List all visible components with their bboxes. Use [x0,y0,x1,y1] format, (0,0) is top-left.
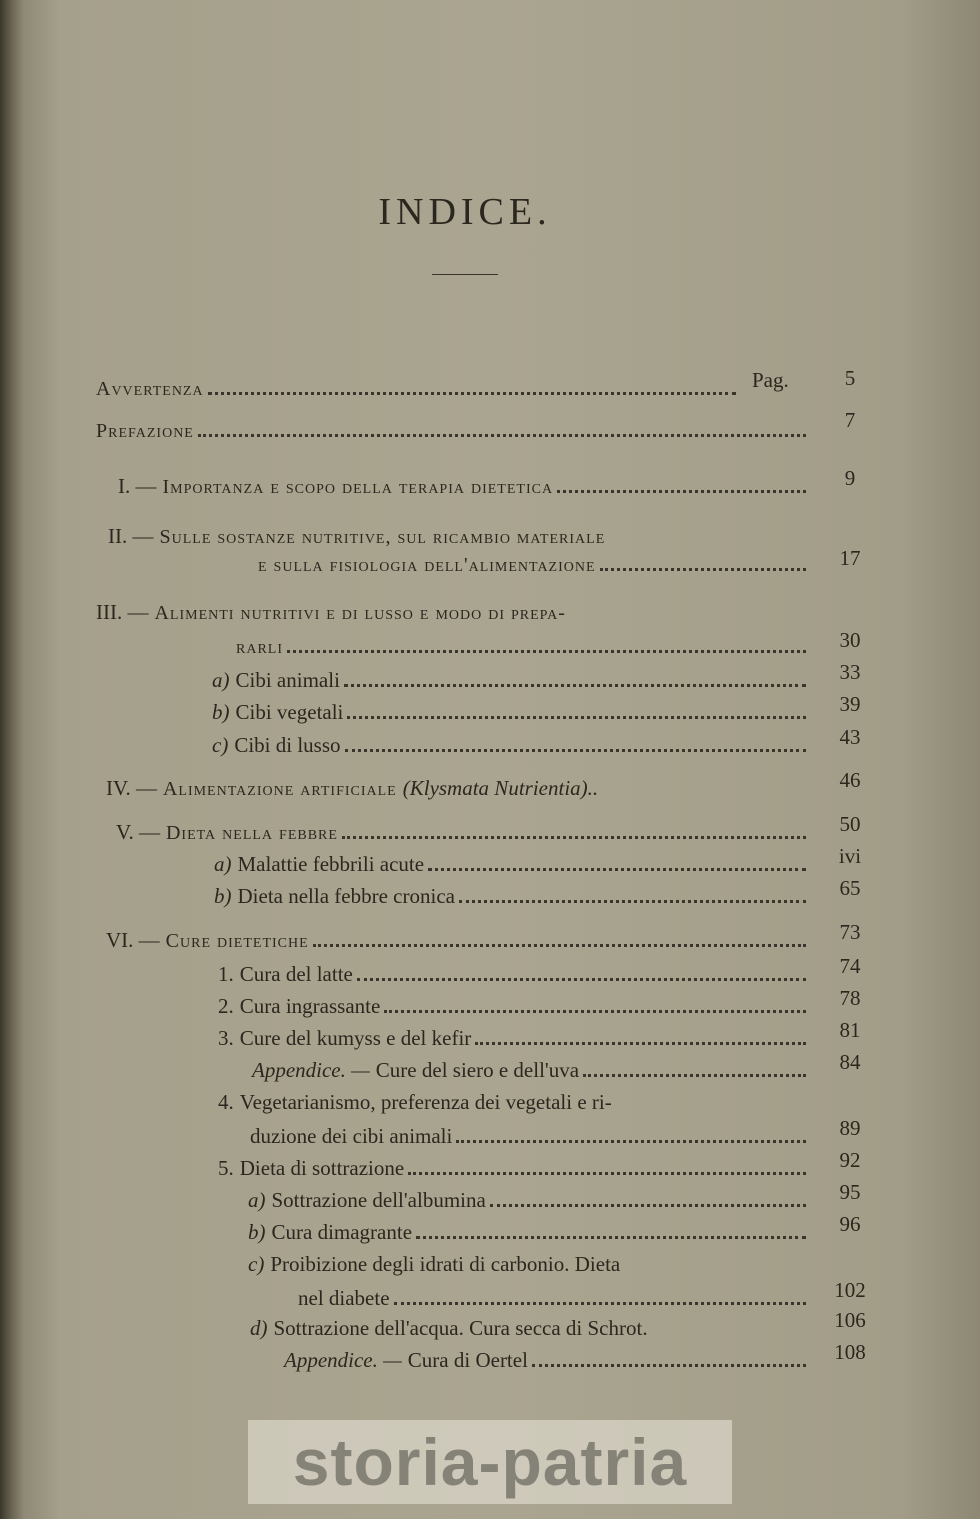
toc-entry [214,884,810,914]
entry-number: a) [248,1188,266,1212]
page-number: 84 [839,1050,861,1074]
toc-entry [96,368,789,408]
entry-label: Cure dietetiche [165,930,309,952]
page-number: 50 [839,812,861,836]
toc-entry [258,554,810,584]
page-number: 74 [839,954,861,978]
entry-number: Appendice. — [284,1348,402,1372]
entry-label: Cibi vegetali [235,700,344,724]
entry-label: Sottrazione dell'albumina [271,1188,486,1212]
toc-entry [116,820,810,850]
entry-label: Sottrazione dell'acqua. Cura secca di Schrot. [273,1316,648,1340]
page-number: 17 [839,546,861,570]
dot-leader [347,716,806,719]
toc-entry [106,776,810,806]
entry-number: a) [214,852,232,876]
toc-entry [218,962,810,992]
dot-leader [345,749,806,752]
watermark: storia-patria [248,1420,732,1504]
entry-number: d) [250,1316,268,1340]
entry-label: Importanza e scopo della terapia dietetica [162,476,554,498]
entry-label: Cibi animali [235,668,340,692]
entry-label: Alimentazione artificiale [162,778,397,800]
entry-label: Avvertenza [96,378,204,400]
dot-leader [208,392,736,395]
entry-number: c) [248,1252,265,1276]
dot-leader [287,650,806,653]
page-number: 73 [839,920,861,944]
page-number: 106 [834,1308,866,1332]
dot-leader [342,836,806,839]
entry-number: b) [214,884,232,908]
toc-entry [214,852,810,882]
title-rule [432,274,498,275]
toc-entry [284,1348,810,1378]
dot-leader [198,434,806,437]
toc-entry [218,1026,810,1056]
toc-entry [218,1156,810,1186]
entry-label: Cibi di lusso [234,733,341,757]
dot-leader [313,944,806,947]
entry-label: Dieta nella febbre cronica [237,884,455,908]
page-title: INDICE. [378,191,552,233]
page-number: 39 [839,692,861,716]
page-number: 43 [839,725,861,749]
page-number: 65 [839,876,861,900]
dot-leader [600,568,806,571]
entry-number: 5. [218,1156,234,1180]
dot-leader [394,1302,806,1305]
toc-entry [218,994,810,1024]
entry-number: IV. — [106,776,157,800]
entry-number: 2. [218,994,234,1018]
page-number: 9 [844,466,856,490]
dot-leader [357,978,806,981]
entry-number: VI. — [106,928,160,952]
entry-number: Appendice. — [252,1058,370,1082]
toc-entry [236,636,810,666]
page-number: 96 [839,1212,861,1236]
entry-label: Dieta nella febbre [165,822,338,844]
entry-number: b) [248,1220,266,1244]
pag-label: Pag. [752,368,789,392]
entry-label: Malattie febbrili acute [237,852,425,876]
entry-label: rarli [236,636,283,658]
dot-leader [428,868,806,871]
entry-label: e sulla fisiologia dell'alimentazione [258,554,596,576]
dot-leader [344,684,806,687]
dot-leader [475,1042,806,1045]
dot-leader [456,1140,806,1143]
dot-leader [490,1204,806,1207]
dot-leader [384,1010,806,1013]
toc-entry [118,474,810,504]
toc-entry [250,1124,810,1154]
dot-leader [583,1074,806,1077]
entry-label: Cura dimagrante [271,1220,413,1244]
toc-entry [218,1090,810,1120]
entry-number: 3. [218,1026,234,1050]
toc-entry [212,700,810,730]
page-number: 46 [839,768,861,792]
entry-subtitle: (Klysmata Nutrientia).. [402,776,599,800]
dot-leader [416,1236,806,1239]
entry-number: I. — [118,474,157,498]
toc-entry [248,1252,810,1282]
entry-label: Cura ingrassante [239,994,381,1018]
toc-entry [96,420,810,450]
toc-entry [96,600,810,630]
page-number: 102 [834,1278,866,1302]
entry-number: 1. [218,962,234,986]
entry-number: 4. [218,1090,234,1114]
toc-entry [108,524,810,554]
entry-label: Sulle sostanze nutritive, sul ricambio materiale [159,526,606,548]
page-number: ivi [838,844,862,868]
dot-leader [532,1364,806,1367]
page-number: 81 [839,1018,861,1042]
entry-number: II. — [108,524,154,548]
toc-entry [252,1058,810,1088]
dot-leader [408,1172,806,1175]
entry-label: Proibizione degli idrati di carbonio. Dieta [270,1252,621,1276]
dot-leader [459,900,806,903]
page-number: 7 [844,408,856,432]
page-number: 78 [839,986,861,1010]
page-number: 5 [844,366,856,390]
entry-label: Cure del siero e dell'uva [375,1058,580,1082]
entry-label: duzione dei cibi animali [250,1124,453,1148]
dot-leader [557,490,806,493]
entry-number: c) [212,733,229,757]
page-number: 33 [839,660,861,684]
entry-label: Prefazione [96,420,194,442]
toc-entry [250,1316,810,1346]
entry-label: Vegetarianismo, preferenza dei vegetali e ri- [239,1090,612,1114]
entry-label: Cura di Oertel [407,1348,528,1372]
toc-entry [212,733,810,763]
entry-label: Cure del kumyss e del kefir [239,1026,472,1050]
entry-label: nel diabete [298,1286,390,1310]
toc-entry [298,1286,810,1316]
page-number: 92 [839,1148,861,1172]
toc-entry [212,668,810,698]
entry-label: Cura del latte [239,962,353,986]
toc-entry [248,1188,810,1218]
page-number: 108 [834,1340,866,1364]
entry-number: V. — [116,820,160,844]
entry-number: III. — [96,600,149,624]
entry-number: b) [212,700,230,724]
toc-entry [106,928,810,958]
page-number: 30 [839,628,861,652]
page-number: 95 [839,1180,861,1204]
entry-label: Alimenti nutritivi e di lusso e modo di prepa- [154,602,566,624]
entry-label: Dieta di sottrazione [239,1156,405,1180]
toc-entry [248,1220,810,1250]
page-number: 89 [839,1116,861,1140]
entry-number: a) [212,668,230,692]
